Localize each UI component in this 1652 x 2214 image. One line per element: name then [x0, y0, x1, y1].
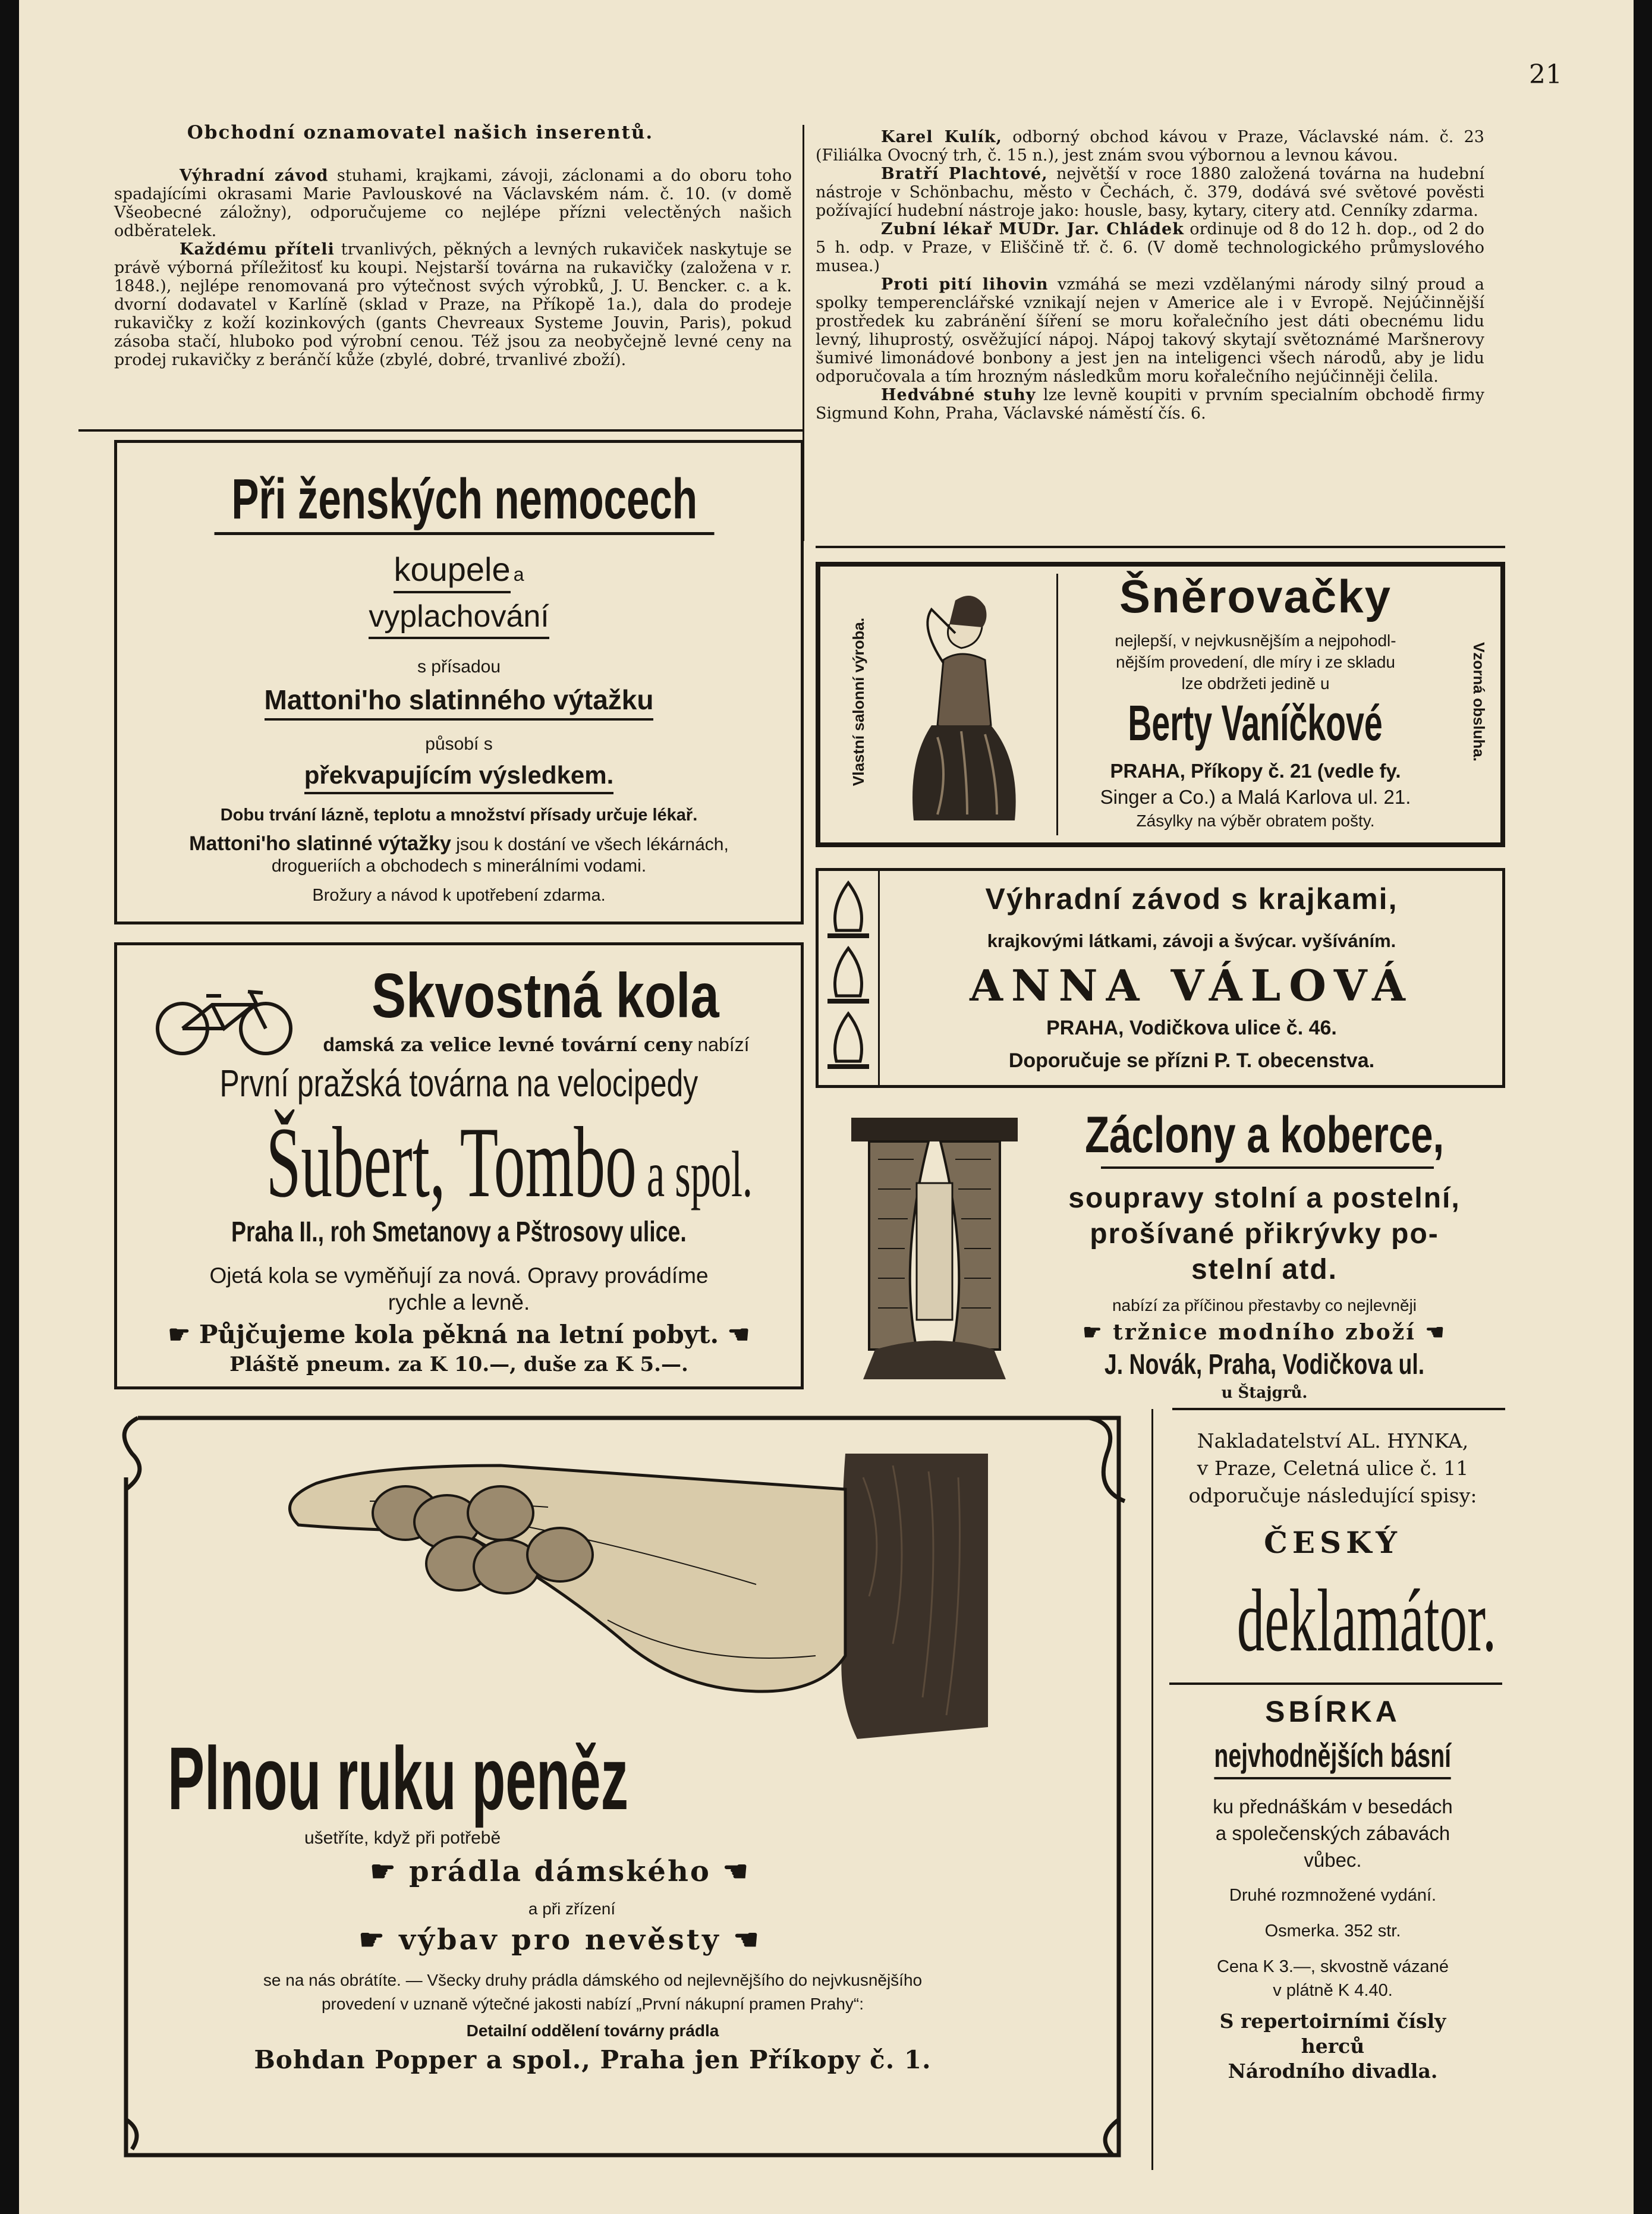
ad-lace — [816, 868, 1505, 1088]
mattoni-l10: Brožury a návod k upotřebení zdarma. — [312, 886, 606, 905]
hynek-l1: Nakladatelství AL. HYNKA, — [1197, 1429, 1469, 1452]
hynek-l12: herců — [1301, 2034, 1365, 2058]
popper-name: Bohdan Popper a spol., Praha jen Příkopy č. 1. — [254, 2045, 932, 2074]
lace-l3: Doporučuje se přízni P. T. obecenstva. — [1008, 1049, 1375, 1072]
note-silk: Hedvábné stuhy lze levně koupiti v prvním specialním obchodě firmy Sigmund Kohn, Praha, Václavské náměstí čís. 6. — [816, 386, 1484, 423]
hynek-t4: nejvhodnějších básní — [1214, 1736, 1452, 1779]
lace-title: Výhradní závod s krajkami, — [985, 882, 1398, 916]
mattoni-l5: působí s — [425, 734, 493, 754]
pointing-hand-icon-7: ☛ — [358, 1923, 399, 1957]
curtains-l6: u Štajgrů. — [1221, 1384, 1308, 1402]
pointing-hand-icon-3: ☛ — [1083, 1320, 1113, 1345]
hynek-l11: S repertoirními čísly — [1219, 2009, 1446, 2033]
bikes-title: Skvostná kola — [371, 961, 719, 1031]
curtains-l1: soupravy stolní a postelní, — [1068, 1183, 1461, 1214]
note-coffee: Karel Kulík, odborný obchod kávou v Praze, Václavské nám. č. 23 (Filiálka Ovocný trh, č. 15 n.), jest znám svou výbornou a levnou kávou. — [816, 128, 1484, 165]
hynek-t3: SBÍRKA — [1265, 1695, 1401, 1728]
hynek-l6: vůbec. — [1304, 1849, 1362, 1871]
corsets-l4: PRAHA, Příkopy č. 21 (vedle fy. — [1110, 760, 1401, 782]
corsets-name: Berty Vaníčkové — [1128, 695, 1383, 751]
mattoni-l4: Mattoni'ho slatinného výtažku — [265, 684, 654, 721]
curtains-wavy-rule — [1101, 1166, 1434, 1172]
mattoni-l8a: Mattoni'ho slatinné výtažky — [189, 832, 451, 855]
popper-l6: provedení v uznaně výtečné jakosti nabízí „První nákupní pramen Prahy“: — [321, 1995, 864, 2013]
popper-title: Plnou ruku peněz — [168, 1728, 629, 1828]
hynek-l9: Cena K 3.—, skvostně vázané — [1216, 1957, 1449, 1976]
bikes-l3: Praha II., roh Smetanovy a Pštrosovy ulice. — [231, 1216, 687, 1248]
rule-bottom-right — [1172, 1408, 1505, 1410]
bikes-l2: První pražská továrna na velocipedy — [219, 1062, 698, 1105]
curtains-l3: stelní atd. — [1191, 1254, 1338, 1285]
lace-divider — [878, 871, 880, 1085]
hynek-l7: Druhé rozmnožené vydání. — [1229, 1886, 1437, 1905]
rule-right — [816, 546, 1505, 548]
corsets-side-right: Vzorná obsluha. — [1470, 641, 1488, 762]
notes-heading: Obchodní oznamovatel našich inserentů. — [187, 122, 654, 143]
corsets-l5: Singer a Co.) a Malá Karlova ul. 21. — [1100, 786, 1411, 808]
pointing-hand-icon-6: ☚ — [710, 1855, 750, 1888]
notes-left — [114, 166, 792, 369]
popper-l2: prádla dámského — [409, 1855, 711, 1888]
hynek-divider — [1151, 1409, 1153, 2170]
popper-l5: se na nás obrátíte. — Všecky druhy prádla dámského od nejlevnějšího do nejvkusnějšího — [263, 1971, 923, 1989]
hynek-l4: ku přednáškám v besedách — [1213, 1795, 1453, 1817]
curtains-name: J. Novák, Praha, Vodičkova ul. — [1104, 1349, 1425, 1380]
curtains-l2: prošívané přikrývky po- — [1090, 1218, 1439, 1250]
popper-l1: ušetříte, když při potřebě — [304, 1828, 501, 1848]
hynek-l8: Osmerka. 352 str. — [1264, 1921, 1401, 1941]
note-instruments: Bratří Plachtové, největší v roce 1880 založená továrna na hudební nástroje v Schönbachu, město v Čechách, č. 379, dodává své světové pověsti požívající hudební nástroje jako: housle, basy, kytary, citery atd. Cenníky zdarma. — [816, 165, 1484, 220]
note-temperance: Proti pití lihovin vzmáhá se mezi vzdělanými národy silný proud a spolky temperenclářské vznikají nejen v Americe ale i v Evropě. Nejúčinnější prostředek ku zabránění šíření se moru kořalečního jest dáti obecnému lidu levný, lihuprostý, osvěžující nápoj. Nápoj takový skytají světoznámé Maršnerovy šumivé limonádové bonbony a jest jen na inteligenci všech národů, aby je lidu odporučovala a tím hrozným následkům moru kořalečního nejúčinněji čelila. — [816, 275, 1484, 386]
bikes-l6: Půjčujeme kola pěkná na letní pobyt. — [199, 1320, 719, 1349]
bikes-l7: Pláště pneum. za K 10.—, duše za K 5.—. — [229, 1353, 688, 1376]
curtain-window-illustration — [845, 1112, 1024, 1385]
lace-name: ANNA VÁLOVÁ — [970, 960, 1414, 1011]
pointing-hand-icon: ☛ — [168, 1320, 199, 1349]
hynek-l5: a společenských zábavách — [1215, 1822, 1450, 1844]
mattoni-title: Při ženských nemocech — [215, 467, 715, 535]
hynek-l3: odporučuje následující spisy: — [1188, 1484, 1477, 1507]
corsets-divider — [1056, 574, 1058, 835]
corsets-title: Šněrovačky — [1119, 570, 1392, 622]
ad-curtains — [816, 1100, 1505, 1409]
ad-popper — [108, 1406, 1131, 2179]
ad-mattoni: Při ženských nemocech koupele a vyplachování s přísadou Mattoni'ho slatinného výtažku působí s překvapujícím výsledkem. Dobu trvání lázně, teplotu a množství přísady určuje lékař. Mattoni'ho slatinné výtažky jsou k dostání ve všech lékárnách, drogueriích a obchodech s minerálními vodami. Brožury a návod k upotřebení zdarma. — [114, 440, 804, 924]
lace-l2: PRAHA, Vodičkova ulice č. 46. — [1046, 1017, 1337, 1039]
lace-l1: krajkovými látkami, závoji a švýcar. vyšíváním. — [987, 930, 1396, 951]
pointing-hand-icon-4: ☚ — [1415, 1320, 1446, 1345]
bikes-l1b: za velice levné tovární ceny — [394, 1033, 693, 1056]
corset-lady-illustration — [884, 583, 1021, 826]
ad-bicycles: Skvostná kola damská za velice levné tovární ceny nabízí První pražská továrna na velocipedy Šubert, Tombo a spol. Praha II., roh Smetanovy a Pštrosovy ulice. Ojetá kola se vyměňují za nová. Opravy provádíme rychle a levně. ☛ Půjčujeme kola pěkná na letní pobyt. ☚ Pláště pneum. za K 10.—, duše za K 5.—. — [114, 942, 804, 1389]
hynek-l2: v Praze, Celetná ulice č. 11 — [1197, 1457, 1469, 1480]
bikes-l1a: damská — [323, 1034, 394, 1055]
notes-right — [816, 128, 1484, 423]
curtains-l4: nabízí za příčinou přestavby co nejlevněji — [1112, 1296, 1417, 1314]
pointing-hand-icon-8: ☚ — [720, 1923, 762, 1957]
curtains-l5: tržnice modního zboží — [1113, 1320, 1416, 1345]
mattoni-l3: s přísadou — [417, 657, 501, 677]
note-gloves: Každému příteli trvanlivých, pěkných a levných rukaviček naskytuje se právě výborná příležitosť ku koupi. Nejstarší továrna na rukavičky (založena v r. 1848.), nejlépe renomovaná pro výtečnost svých výrobků, J. U. Bencker. c. a k. dvorní dodavatel v Karlíně (sklad v Praze, na Příkopě 1a.), dala do prodeje rukavičky z koží kozinkových (gants Chevreaux Systeme Jouvin, Paris), pokud zásoba stačí, hluboko pod výrobní cenou. Též jsou za neobyčejně levné ceny na prodej rukavičky z beránčí kůže (zbylé, dobré, trvanlivé zboží). — [114, 240, 792, 369]
bikes-l5: rychle a levně. — [388, 1290, 530, 1314]
mattoni-l2: vyplachování — [369, 599, 549, 639]
curtains-title: Záclony a koberce, — [1085, 1106, 1444, 1163]
mattoni-l7: Dobu trvání lázně, teplotu a množství přísady určuje lékař. — [220, 806, 698, 825]
bikes-l4: Ojetá kola se vyměňují za nová. Opravy provádíme — [209, 1263, 709, 1288]
page-number: 21 — [1529, 59, 1562, 90]
mattoni-l6: překvapujícím výsledkem. — [304, 761, 614, 794]
hynek-t1: ČESKÝ — [1264, 1525, 1402, 1560]
rule-left — [78, 429, 804, 432]
corsets-l2: nějším provedení, dle míry i ze skladu — [1116, 653, 1395, 671]
ad-hynek — [1157, 1415, 1508, 2176]
popper-l3: a při zřízení — [528, 1899, 616, 1918]
hand-with-coins-illustration — [251, 1442, 988, 1751]
pointing-hand-icon-5: ☛ — [370, 1855, 410, 1888]
hynek-t2: deklamátor. — [1236, 1571, 1497, 1670]
corsets-l3: lze obdržeti jedině u — [1181, 674, 1330, 693]
note-dentist: Zubní lékař MUDr. Jar. Chládek ordinuje od 8 do 12 h. dop., od 2 do 5 h. odp. v Praze, v Eliščině tř. č. 6. (V domě technologického průmyslového musea.) — [816, 220, 1484, 275]
pointing-hand-icon-2: ☚ — [719, 1320, 750, 1349]
hynek-l10: v plátně K 4.40. — [1273, 1981, 1393, 2000]
hynek-l13: Národního divadla. — [1228, 2059, 1438, 2083]
corsets-l6: Zásylky na výběr obratem pošty. — [1136, 812, 1375, 830]
lace-ornament-column — [819, 871, 878, 1085]
mattoni-l1: koupele — [394, 550, 510, 593]
bikes-name: Šubert, Tombo — [266, 1106, 637, 1218]
popper-l7: Detailní oddělení továrny prádla — [466, 2021, 719, 2040]
ad-corsets — [816, 562, 1505, 847]
corsets-l1: nejlepší, v nejvkusnějším a nejpohodl- — [1115, 631, 1396, 650]
newspaper-page — [19, 0, 1634, 2214]
popper-l4: výbav pro nevěsty — [399, 1923, 721, 1957]
note-ribbons: Výhradní závod stuhami, krajkami, závoji, záclonami a do oboru toho spadajícími okrasami Marie Pavlouskové na Václavském nám. č. 10. (v domě Všeobecné záložny), odporučujeme co nejlépe přízni velectěných našich odběratelek. — [114, 166, 792, 240]
mattoni-l9: drogueriích a obchodech s minerálními vodami. — [271, 856, 647, 876]
corsets-side-left: Vlastní salonní výroba. — [849, 617, 868, 786]
